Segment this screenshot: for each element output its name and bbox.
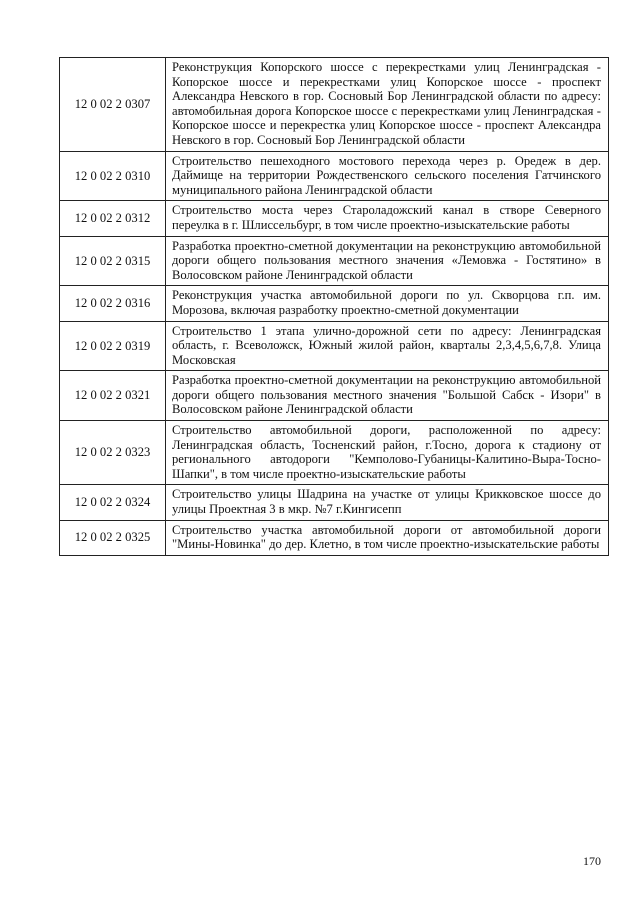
table-row [60,151,609,201]
table-row [60,421,609,485]
table-row [60,58,609,152]
row-code: 12 0 02 2 0312 [60,201,166,236]
row-description: Строительство моста через Староладожский канал в створе Северного переулка в г. Шлиссельбург, в том числе проектно-изыскательские работы [166,201,609,236]
row-code: 12 0 02 2 0324 [60,485,166,520]
row-description: Реконструкция участка автомобильной дороги по ул. Скворцова г.п. им. Морозова, включая разработку проектно-сметной документации [166,286,609,321]
page-number: 170 [583,854,601,868]
table-row [60,371,609,421]
row-code: 12 0 02 2 0325 [60,520,166,555]
row-description: Разработка проектно-сметной документации на реконструкцию автомобильной дороги общего пользования местного значения "Большой Сабск - Изори" в Волосовском районе Ленинградской области [166,371,609,421]
row-code: 12 0 02 2 0310 [60,151,166,201]
table-row [60,236,609,286]
row-description: Строительство пешеходного мостового перехода через р. Оредеж в дер. Даймище на территории Рождественского сельского поселения Гатчинского муниципального района Ленинградской области [166,151,609,201]
row-description: Строительство участка автомобильной дороги от автомобильной дороги "Мины-Новинка" до дер. Клетно, в том числе проектно-изыскательские работы [166,520,609,555]
row-code: 12 0 02 2 0321 [60,371,166,421]
row-code: 12 0 02 2 0319 [60,321,166,371]
row-code: 12 0 02 2 0316 [60,286,166,321]
row-code: 12 0 02 2 0315 [60,236,166,286]
table-body [60,58,609,556]
row-description: Строительство улицы Шадрина на участке от улицы Крикковское шоссе до улицы Проектная 3 в мкр. №7 г.Кингисепп [166,485,609,520]
table-row [60,485,609,520]
row-description: Реконструкция Копорского шоссе с перекрестками улиц Ленинградская - Копорское шоссе и перекрестками улиц Копорское шоссе - проспект Александра Невского в гор. Сосновый Бор Ленинградской области по адресу: автомобильная дорога Копорское шоссе с перекрестками улиц Ленинградская - Копорское шоссе и перекрестка улиц Копорское шоссе - проспект Александра Невского в гор. Сосновый Бор Ленинградской области [166,58,609,152]
table-row [60,520,609,555]
budget-table [59,57,609,556]
row-code: 12 0 02 2 0307 [60,58,166,152]
row-description: Разработка проектно-сметной документации на реконструкцию автомобильной дороги общего пользования местного значения «Лемовжа - Гостятино» в Волосовском районе Ленинградской области [166,236,609,286]
row-description: Строительство 1 этапа улично-дорожной сети по адресу: Ленинградская область, г. Всеволожск, Южный жилой район, кварталы 2,3,4,5,6,7,8. Улица Московская [166,321,609,371]
table-row [60,201,609,236]
table-row [60,286,609,321]
row-code: 12 0 02 2 0323 [60,421,166,485]
row-description: Строительство автомобильной дороги, расположенной по адресу: Ленинградская область, Тосненский район, г.Тосно, дорога к стадиону от регионального автодороги "Кемполово-Губаницы-Калитино-Выра-Тосно-Шапки", в том числе проектно-изыскательские работы [166,421,609,485]
table-row [60,321,609,371]
